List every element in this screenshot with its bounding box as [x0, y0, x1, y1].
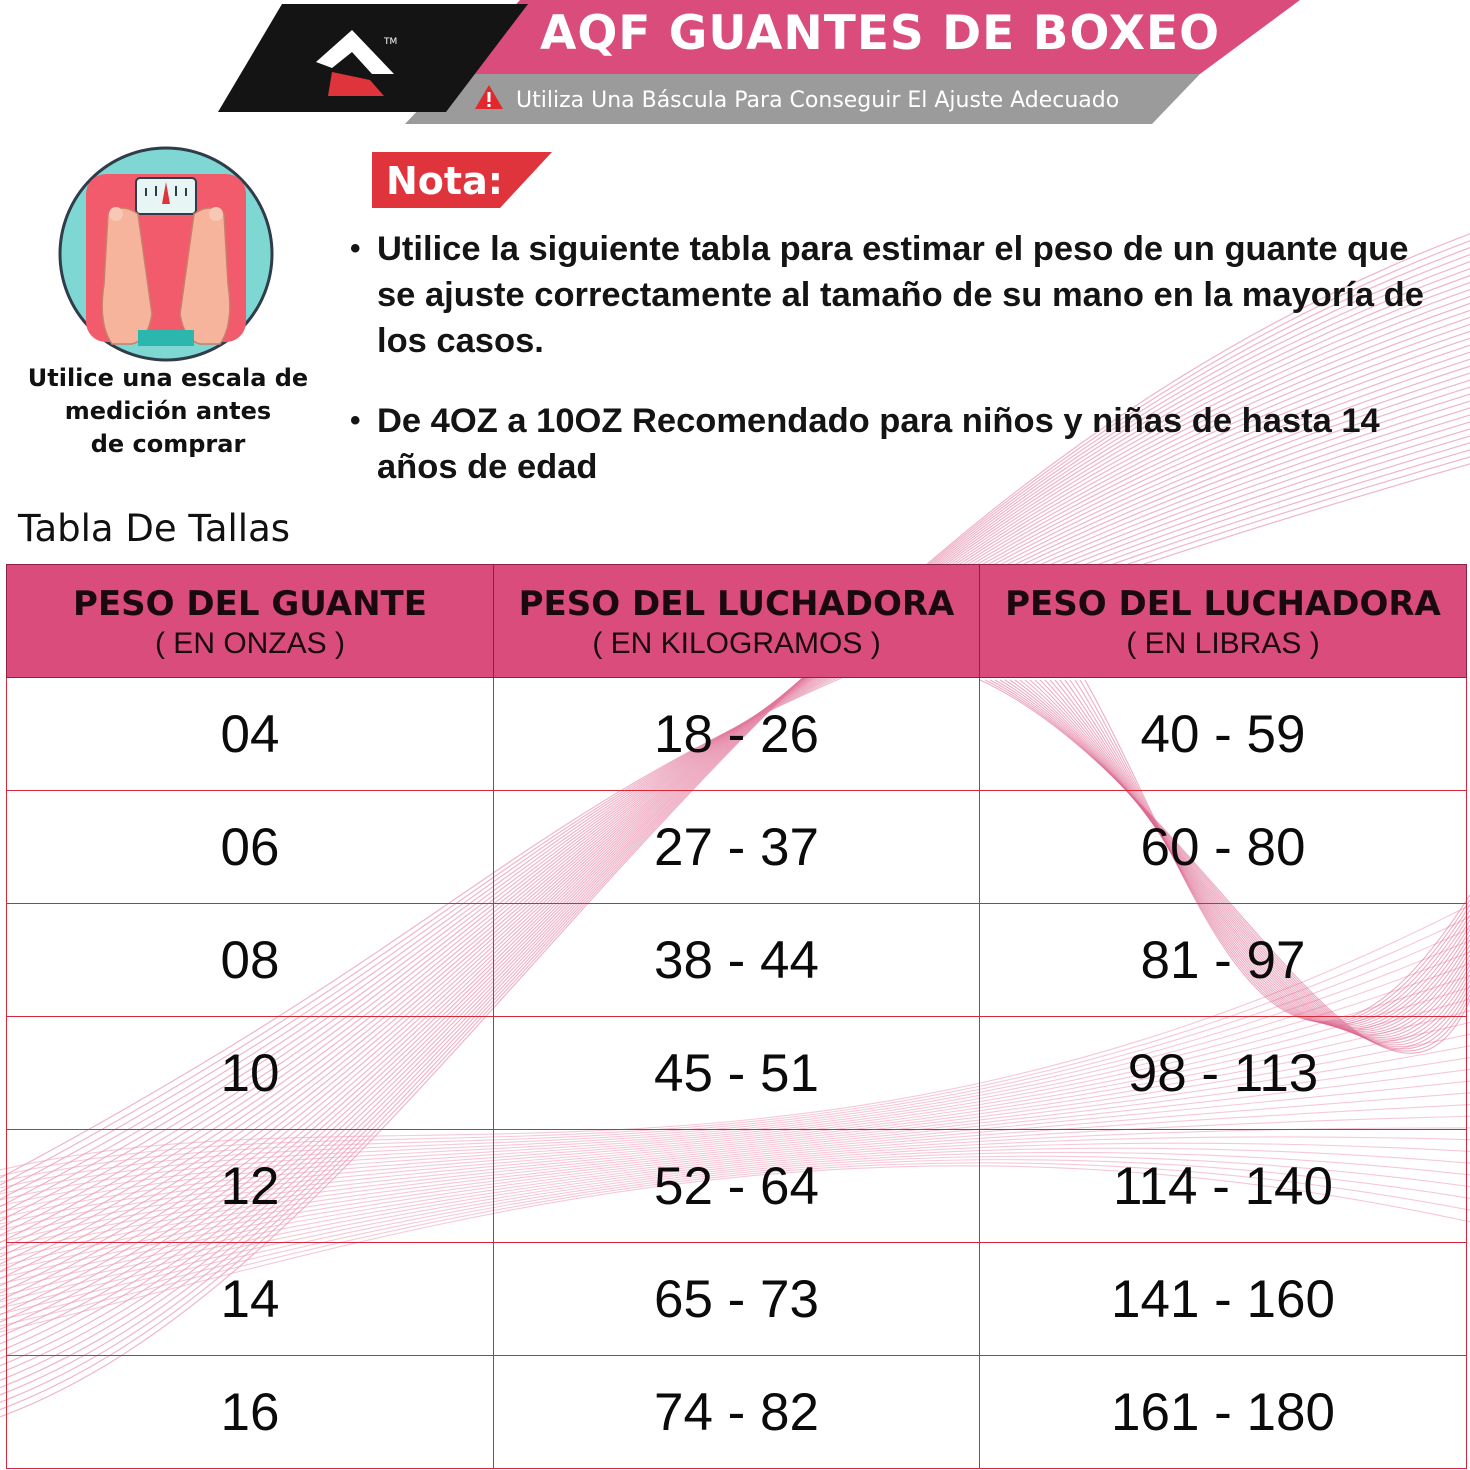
table-cell: 98 - 113 — [980, 1017, 1467, 1130]
column-title: PESO DEL LUCHADORA — [1005, 584, 1441, 624]
table-cell: 27 - 37 — [494, 791, 980, 904]
column-subtitle: ( EN LIBRAS ) — [1126, 627, 1320, 660]
scale-caption-line: de comprar — [90, 430, 246, 458]
banner-subtitle: Utiliza Una Báscula Para Conseguir El Ajuste Adecuado — [516, 88, 1120, 113]
column-subtitle: ( EN KILOGRAMOS ) — [592, 627, 881, 660]
bathroom-scale-icon — [56, 144, 276, 364]
note-item: • De 4OZ a 10OZ Recomendado para niños y niñas de hasta 14 años de edad — [350, 398, 1450, 490]
table-cell: 38 - 44 — [494, 904, 980, 1017]
table-header-row — [7, 565, 1467, 678]
size-table-title: Tabla De Tallas — [18, 507, 291, 550]
size-table — [6, 564, 1467, 1469]
header-banner — [0, 0, 1470, 130]
table-cell: 114 - 140 — [980, 1130, 1467, 1243]
table-cell: 14 — [7, 1243, 494, 1356]
table-cell: 04 — [7, 678, 494, 791]
banner-title: AQF GUANTES DE BOXEO — [539, 6, 1221, 61]
table-cell: 60 - 80 — [980, 791, 1467, 904]
table-cell: 74 - 82 — [494, 1356, 980, 1469]
column-title: PESO DEL GUANTE — [73, 584, 427, 624]
column-header — [980, 565, 1467, 678]
column-title: PESO DEL LUCHADORA — [518, 584, 955, 624]
nota-tag — [372, 152, 554, 210]
table-row — [7, 1017, 1467, 1130]
column-header — [494, 565, 980, 678]
warning-icon — [474, 88, 504, 114]
table-row — [7, 904, 1467, 1017]
table-cell: 141 - 160 — [980, 1243, 1467, 1356]
banner-subtitle-row — [474, 84, 1194, 118]
table-cell: 06 — [7, 791, 494, 904]
notes-list — [350, 226, 1450, 490]
svg-text:TM: TM — [384, 37, 398, 47]
table-cell: 18 - 26 — [494, 678, 980, 791]
table-cell: 40 - 59 — [980, 678, 1467, 791]
table-row — [7, 678, 1467, 791]
nota-label: Nota: — [386, 159, 503, 203]
note-item: • Utilice la siguiente tabla para estimar el peso de un guante que se ajuste correctamente al tamaño de su mano en la mayoría de los casos. — [350, 226, 1450, 364]
scale-caption-line: medición antes — [64, 397, 272, 425]
table-row — [7, 1243, 1467, 1356]
table-cell: 16 — [7, 1356, 494, 1469]
table-cell: 12 — [7, 1130, 494, 1243]
scale-caption-line: Utilice una escala de — [27, 364, 309, 392]
table-cell: 52 - 64 — [494, 1130, 980, 1243]
table-cell: 08 — [7, 904, 494, 1017]
table-cell: 45 - 51 — [494, 1017, 980, 1130]
table-row — [7, 1356, 1467, 1469]
table-cell: 81 - 97 — [980, 904, 1467, 1017]
table-cell: 161 - 180 — [980, 1356, 1467, 1469]
column-subtitle: ( EN ONZAS ) — [154, 627, 345, 660]
table-row — [7, 1130, 1467, 1243]
brand-logo — [310, 22, 402, 102]
table-cell: 65 - 73 — [494, 1243, 980, 1356]
table-cell: 10 — [7, 1017, 494, 1130]
scale-section — [18, 140, 318, 470]
column-header — [7, 565, 494, 678]
scale-caption — [18, 362, 318, 461]
table-row — [7, 791, 1467, 904]
